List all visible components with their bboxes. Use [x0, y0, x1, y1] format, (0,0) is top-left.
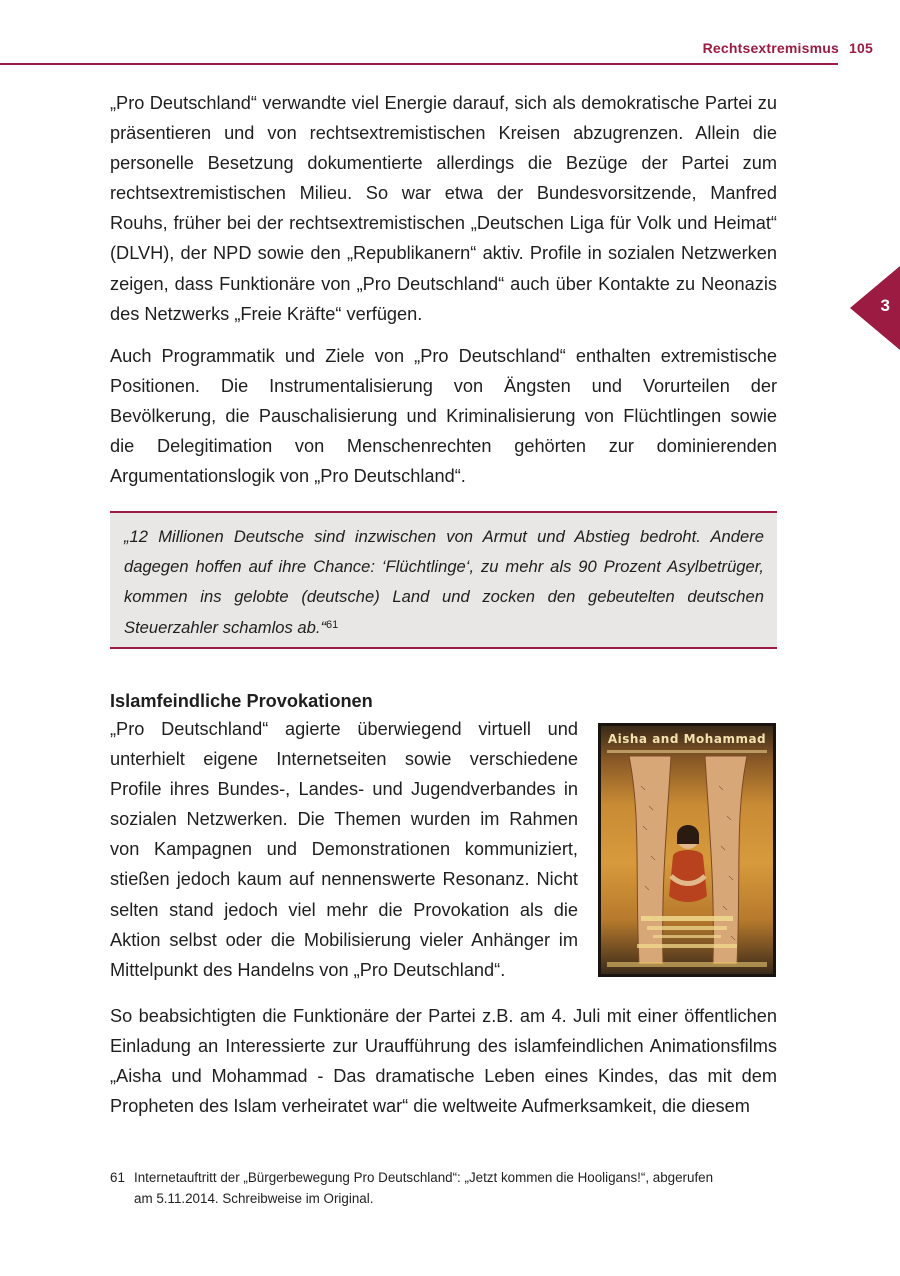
poster-artwork: [601, 726, 773, 974]
page-header: [0, 0, 900, 66]
page-number: 105: [849, 40, 873, 56]
paragraph-4: So beabsichtigten die Funktionäre der Partei z.B. am 4. Juli mit einer öffentlichen Einladung an Interessierte zur Uraufführung des islamfeindlichen Animationsfilms „Aisha und Mohammad - Das dramatische Leben eines Kindes, das mit dem Propheten des Islam verheiratet war“ die weltweite Aufmerksamkeit, die diesem: [110, 1006, 777, 1117]
footnote-number: 61: [110, 1170, 125, 1185]
film-poster-image: [598, 723, 776, 977]
section-heading: Islamfeindliche Provokationen: [110, 691, 373, 711]
poster-subtitle-bar: [607, 750, 767, 753]
quote-body: „12 Millionen Deutsche sind inzwischen von Armut und Abstieg bedroht. Andere dagegen hoffen auf ihre Chance: ‘Flüchtlinge‘, zu mehr als 90 Prozent Asylbetrüger, kommen ins gelobte (deutsche) Land und zocken den gebeutelten deutschen Steuerzahler schamlos ab.“: [124, 527, 764, 638]
paragraph-2: Auch Programmatik und Ziele von „Pro Deutschland“ enthalten extremistische Positionen. Die Instrumentalisierung von Ängsten und Vorurteilen der Bevölkerung, die Pauschalisierung und Kriminalisierung von Flüchtlingen sowie die Delegitimation von Menschenrechten gehörten zur dominierenden Argumentationslogik von „Pro Deutschland“.: [110, 346, 777, 487]
chapter-number: 3: [880, 296, 890, 315]
quote-text: [124, 522, 764, 643]
footnote-ref: 61: [326, 619, 339, 632]
footnote-line-1: Internetauftritt der „Bürgerbewegung Pro Deutschland“: „Jetzt kommen die Hooligans!“, abgerufen: [134, 1170, 714, 1185]
running-header: [703, 40, 873, 56]
paragraph-1: „Pro Deutschland“ verwandte viel Energie darauf, sich als demokratische Partei zu präsentieren und von rechtsextremistischen Kreisen abzugrenzen. Allein die personelle Besetzung dokumentierte allerdings die Bezüge der Partei zum rechtsextremistischen Milieu. So war etwa der Bundesvorsitzende, Manfred Rouhs, früher bei der rechtsextremistischen „Deutschen Liga für Volk und Heimat“ (DLVH), der NPD sowie den „Republikanern“ aktiv. Profile in sozialen Netzwerken zeigen, dass Funktionäre von „Pro Deutschland“ auch über Kontakte zu Neonazis des Netzwerks „Freie Kräfte“ verfügen.: [110, 93, 777, 324]
poster-title: Aisha and Mohammad: [607, 732, 767, 746]
header-rule: [0, 63, 838, 65]
footnote-line-2: am 5.11.2014. Schreibweise im Original.: [134, 1191, 374, 1206]
chapter-tab: [850, 266, 900, 350]
paragraph-3: „Pro Deutschland“ agierte überwiegend virtuell und unterhielt eigene Internetseiten sowie verschiedene Profile ihres Bundes-, Landes- und Jugendverbandes in sozialen Netzwerken. Die Themen wurden im Rahmen von Kampagnen und Demonstrationen kommuniziert, stießen jedoch kaum auf nennenswerte Resonanz. Nicht selten stand jedoch viel mehr die Provokation als die Aktion selbst oder die Mobilisierung vieler Anhänger im Mittelpunkt des Handelns von „Pro Deutschland“.: [110, 719, 578, 980]
quote-box: [110, 511, 777, 649]
poster-illustration: [601, 726, 773, 974]
footnote: [110, 1167, 775, 1209]
section-title: Rechtsextremismus: [702, 40, 840, 56]
chapter-tab-shape: [850, 266, 900, 350]
